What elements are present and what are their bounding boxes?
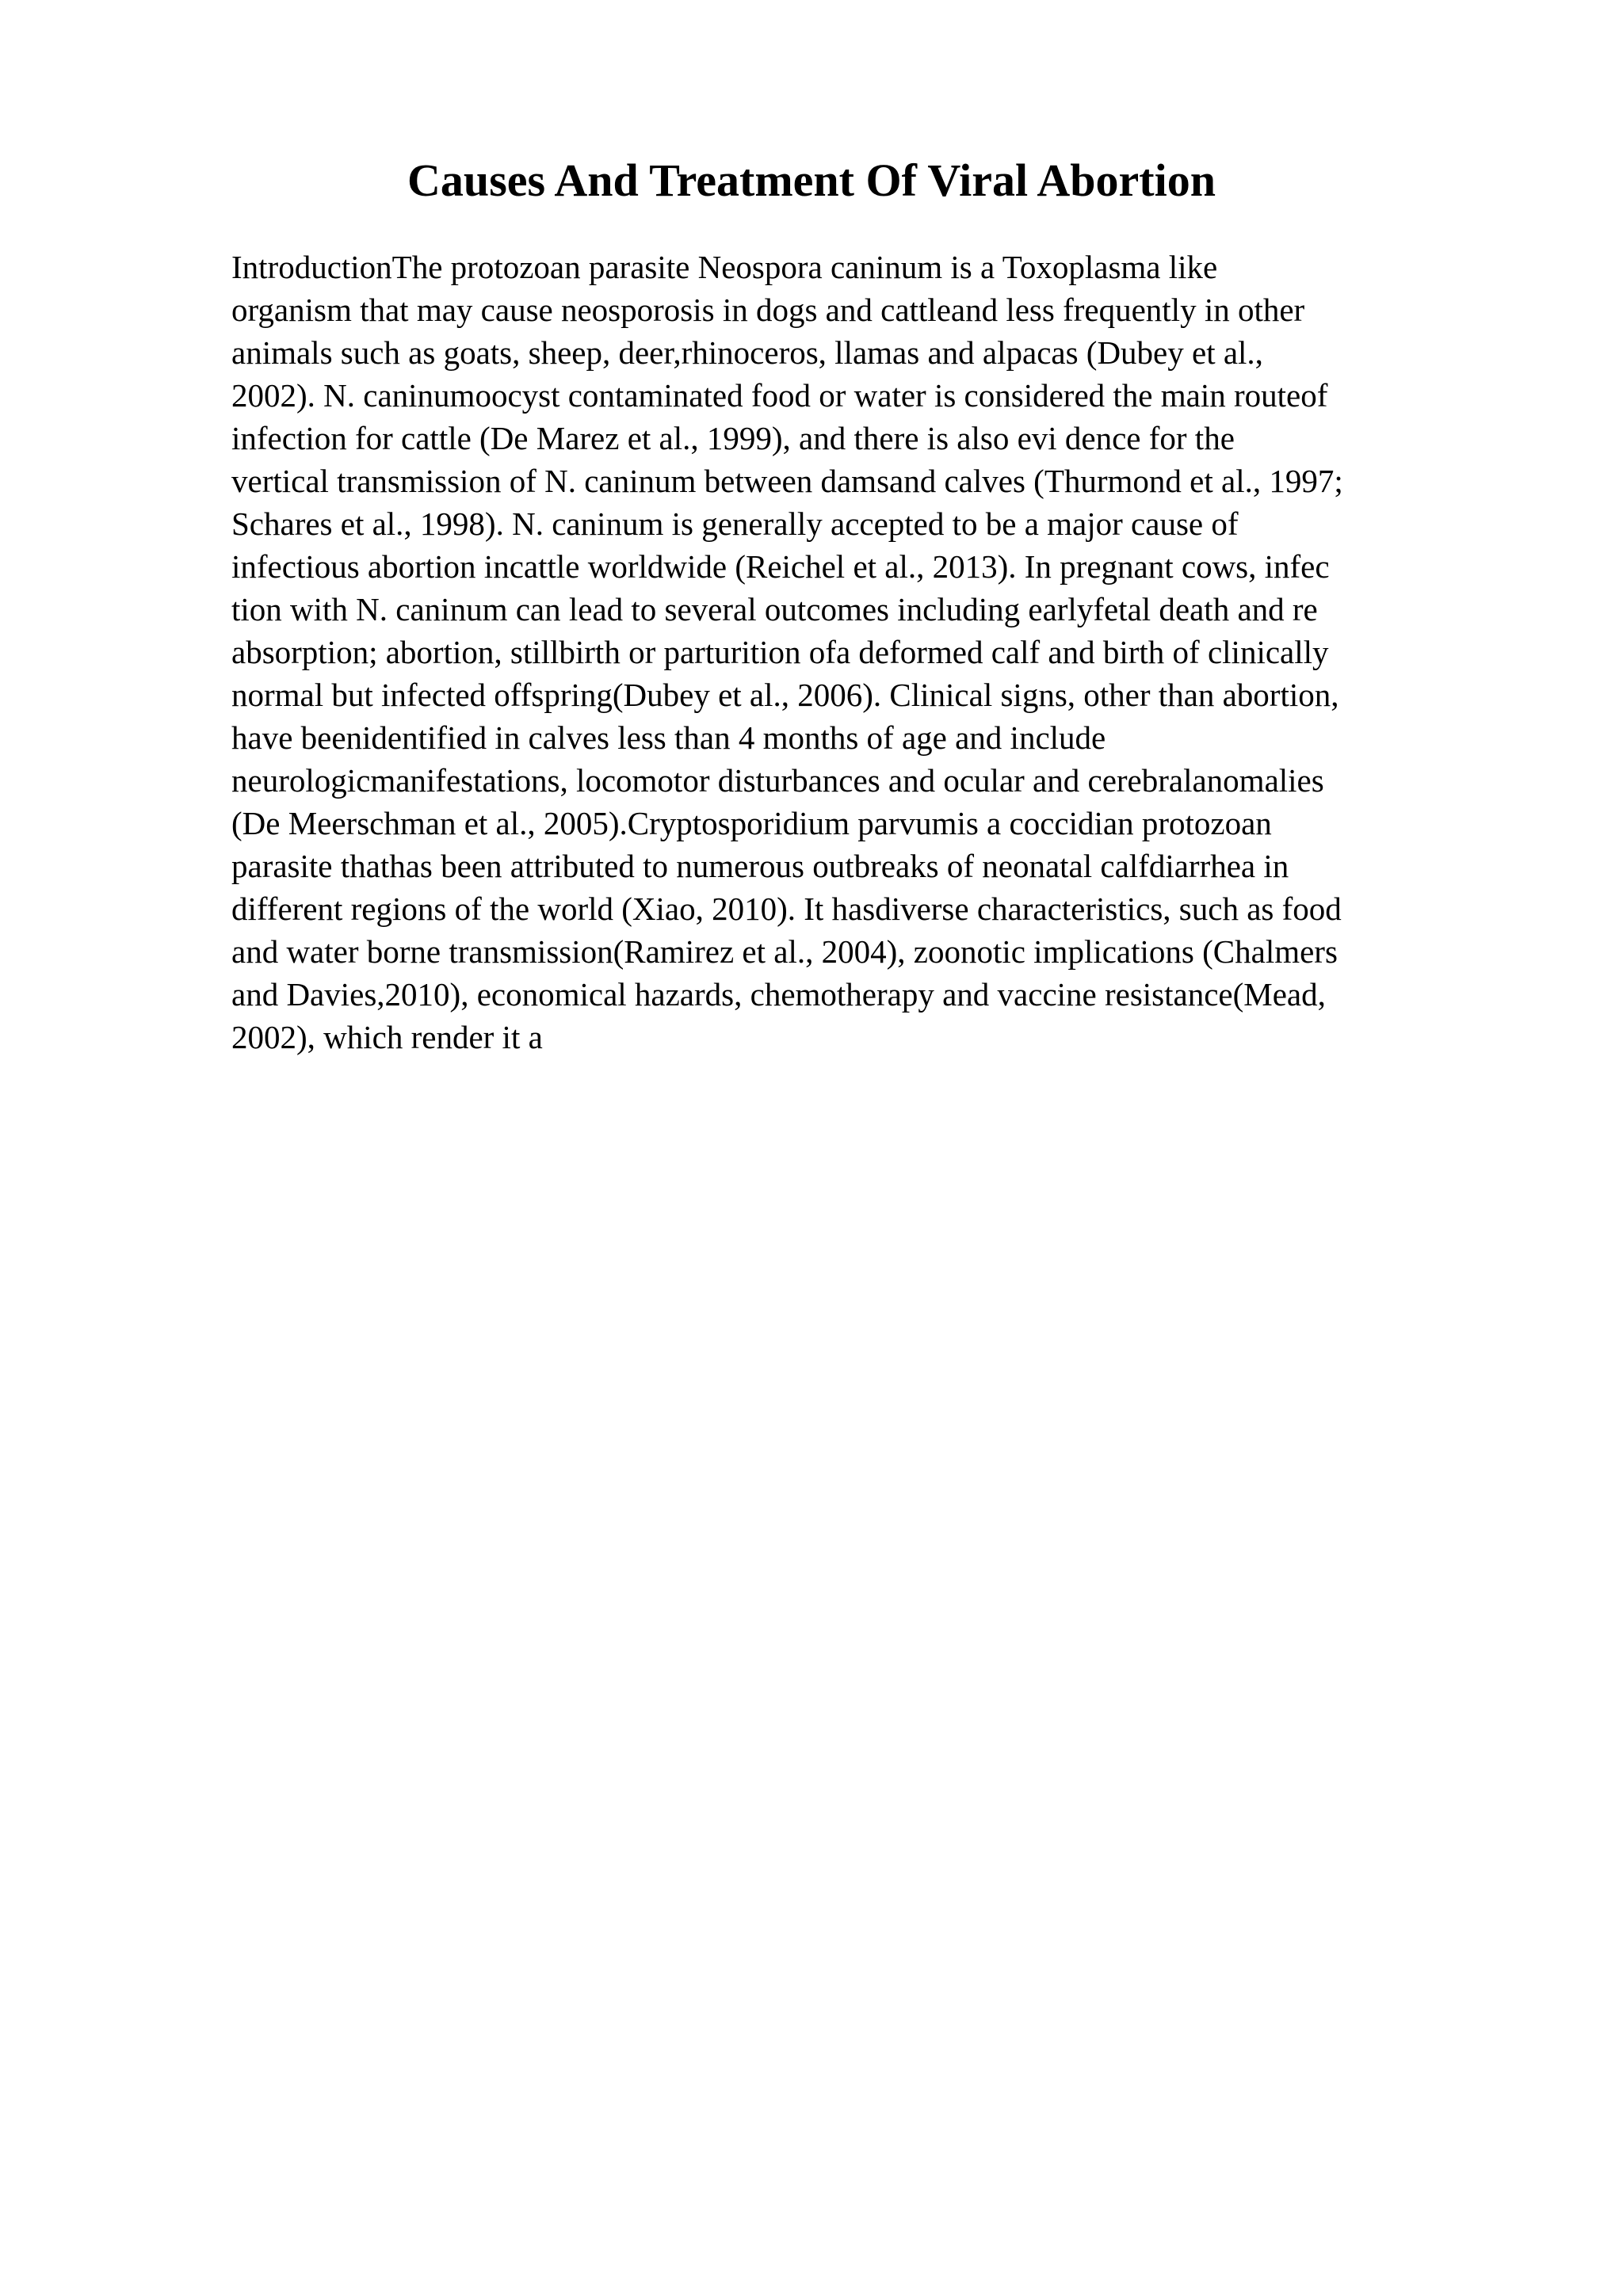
body-line: infection for cattle (De Marez et al., 1999), and there is also evi dence for the	[231, 420, 1235, 456]
body-line: have beenidentified in calves less than 4 months of age and include	[231, 719, 1106, 756]
body-line: absorption; abortion, stillbirth or parturition ofa deformed calf and birth of clinically	[231, 634, 1329, 670]
body-line: infectious abortion incattle worldwide (Reichel et al., 2013). In pregnant cows, infec	[231, 548, 1330, 585]
body-line: and water borne transmission(Ramirez et al., 2004), zoonotic implications (Chalmers	[231, 933, 1338, 970]
body-line: 2002), which render it a	[231, 1019, 543, 1055]
body-line: normal but infected offspring(Dubey et al., 2006). Clinical signs, other than abortion,	[231, 677, 1339, 713]
body-line: (De Meerschman et al., 2005).Cryptosporidium parvumis a coccidian protozoan	[231, 805, 1272, 841]
body-line: organism that may cause neosporosis in dogs and cattleand less frequently in other	[231, 292, 1305, 328]
body-line: parasite thathas been attributed to numerous outbreaks of neonatal calfdiarrhea in	[231, 848, 1289, 884]
body-line: IntroductionThe protozoan parasite Neospora caninum is a Toxoplasma like	[231, 249, 1218, 285]
body-line: vertical transmission of N. caninum between damsand calves (Thurmond et al., 1997;	[231, 463, 1343, 499]
body-line: animals such as goats, sheep, deer,rhinoceros, llamas and alpacas (Dubey et al.,	[231, 334, 1263, 371]
body-line: Schares et al., 1998). N. caninum is generally accepted to be a major cause of	[231, 505, 1239, 542]
body-line: different regions of the world (Xiao, 2010). It hasdiverse characteristics, such as food	[231, 891, 1342, 927]
document-title: Causes And Treatment Of Viral Abortion	[407, 154, 1216, 206]
document-body	[231, 246, 1515, 1058]
body-line: and Davies,2010), economical hazards, chemotherapy and vaccine resistance(Mead,	[231, 976, 1326, 1013]
body-line: 2002). N. caninumoocyst contaminated food or water is considered the main routeof	[231, 377, 1328, 414]
body-line: tion with N. caninum can lead to several outcomes including earlyfetal death and re	[231, 591, 1318, 627]
body-line: neurologicmanifestations, locomotor disturbances and ocular and cerebralanomalies	[231, 762, 1324, 799]
